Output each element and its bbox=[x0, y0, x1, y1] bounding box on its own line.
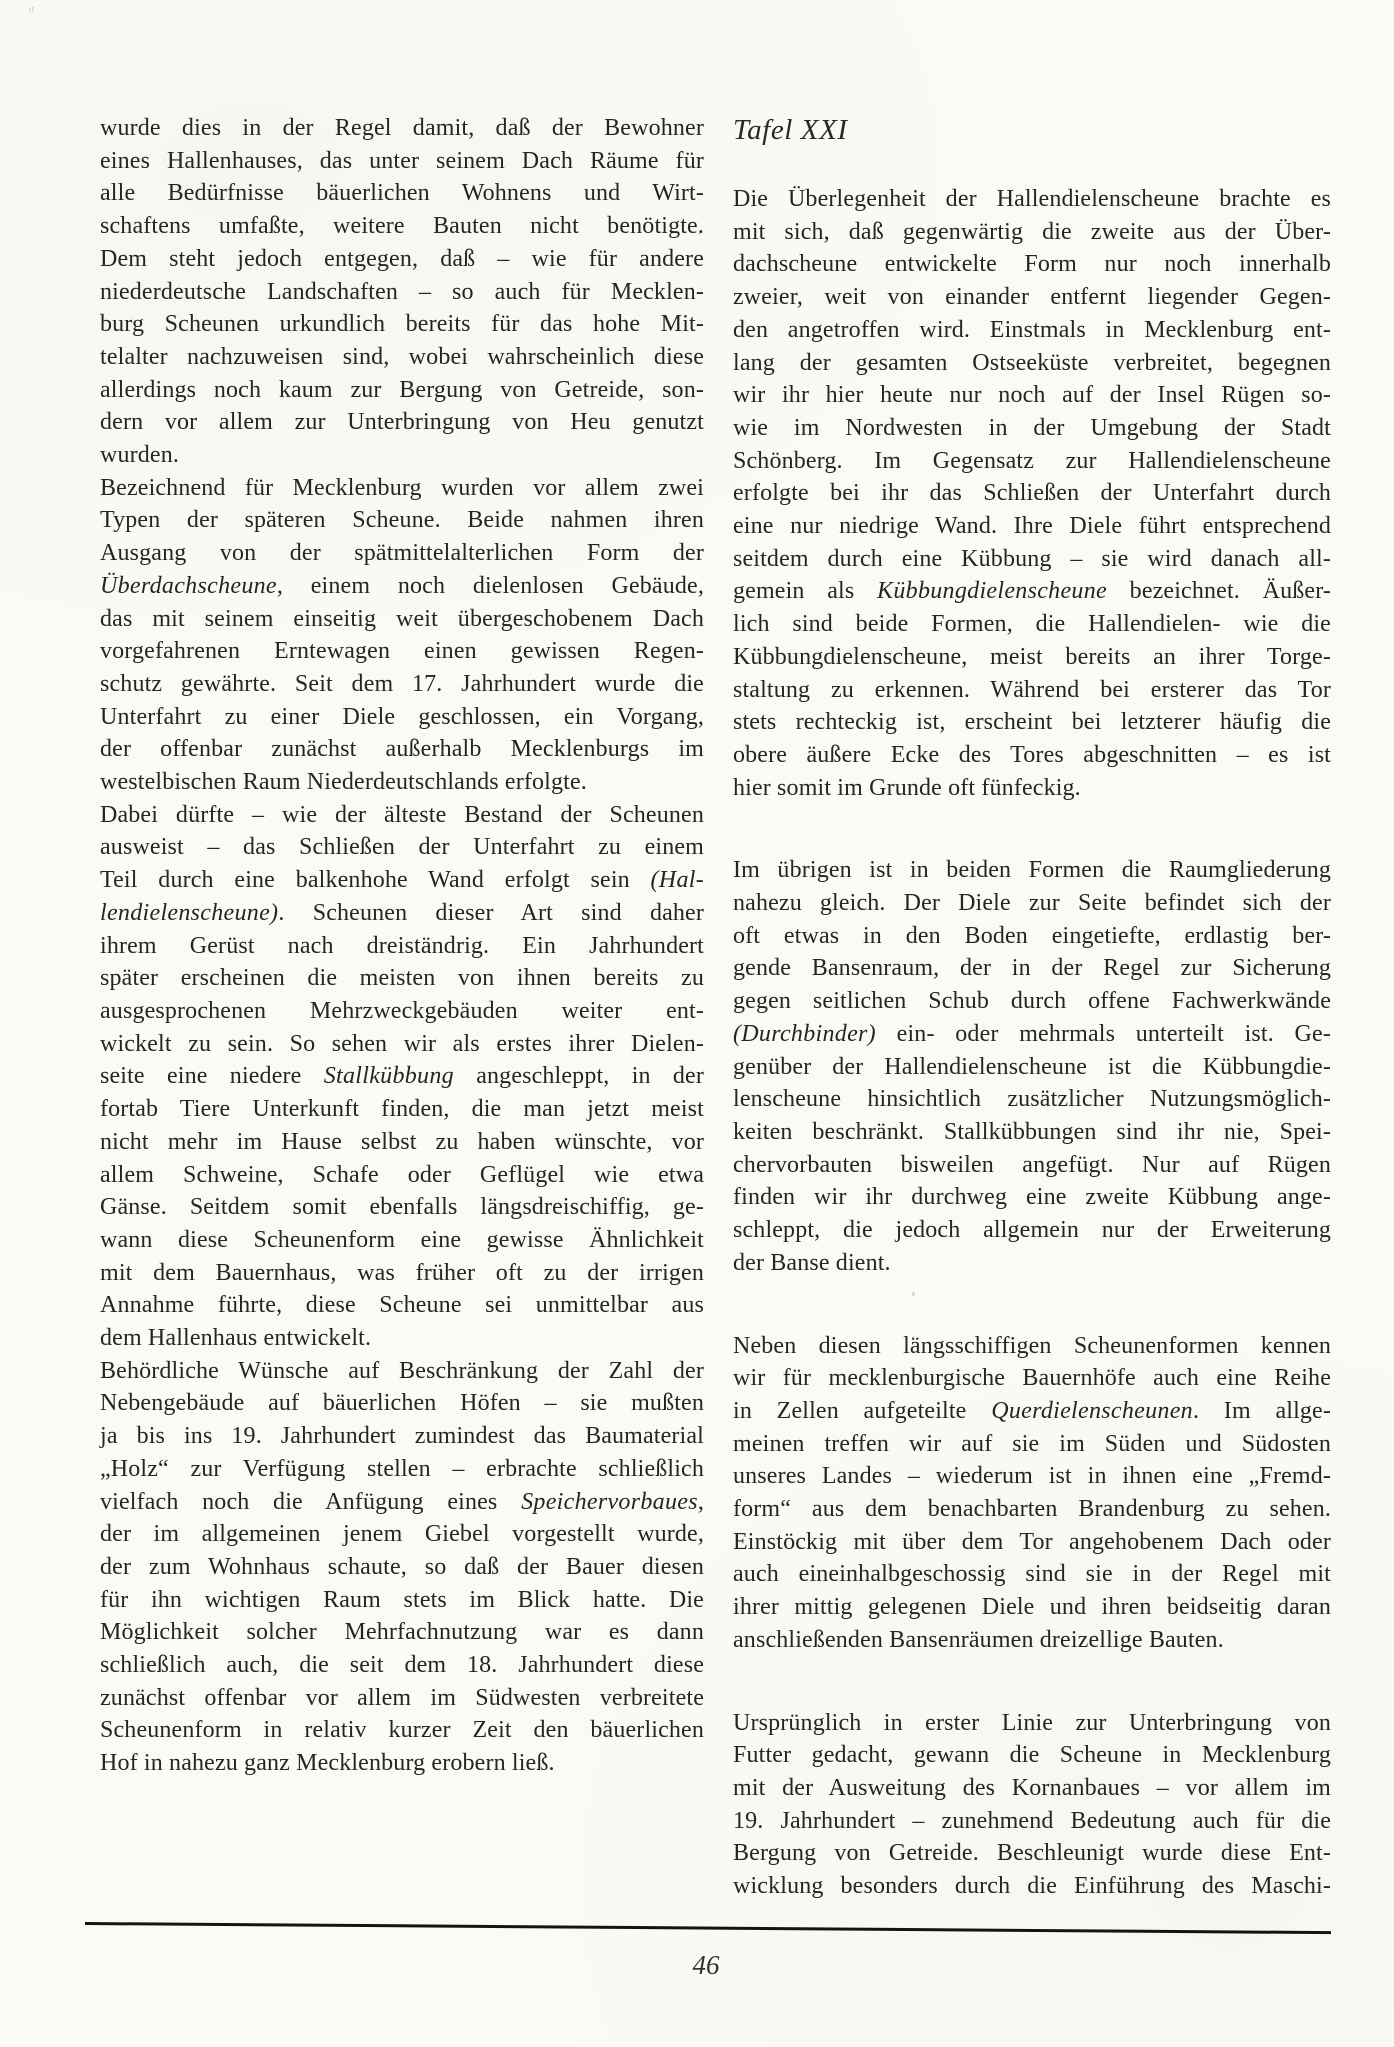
text-line: burg Scheunen urkundlich bereits für das hohe Mit- bbox=[100, 311, 704, 338]
text-line: schleppt, die jedoch allgemein nur der Erweiterung bbox=[733, 1217, 1331, 1244]
page-number: 46 bbox=[692, 1950, 720, 1980]
text-line: der zum Wohnhaus schaute, so daß der Bauer diesen bbox=[100, 1553, 704, 1580]
text-column-right-body bbox=[733, 183, 1331, 1903]
text-line: Ausgang von der spätmittelalterlichen Form der bbox=[100, 540, 704, 567]
text-line: lich sind beide Formen, die Hallendielen- wie die bbox=[733, 611, 1331, 638]
text-line: Möglichkeit solcher Mehrfachnutzung war es dann bbox=[100, 1619, 704, 1646]
text-line: genüber der Hallendielenscheune ist die Kübbungdie- bbox=[733, 1053, 1331, 1080]
text-line: das mit seinem einseitig weit übergeschobenem Dach bbox=[100, 605, 704, 632]
italic-term: lendielenscheune) bbox=[100, 899, 279, 926]
paragraph bbox=[733, 1330, 1331, 1657]
text-line: vorgefahrenen Erntewagen einen gewissen Regen- bbox=[100, 638, 704, 665]
text-line: fortab Tiere Unterkunft finden, die man jetzt meist bbox=[100, 1096, 704, 1123]
text-line: Dem steht jedoch entgegen, daß – wie für andere bbox=[100, 245, 704, 272]
text-line: keiten beschränkt. Stallkübbungen sind ihr nie, Spei- bbox=[733, 1118, 1331, 1145]
paragraph bbox=[733, 854, 1331, 1279]
text-line: mit dem Bauernhaus, was früher oft zu der irrigen bbox=[100, 1259, 704, 1286]
plate-heading: Tafel XXI bbox=[733, 114, 848, 146]
text-line: Kübbungdielenscheune, meist bereits an ihrer Torge- bbox=[733, 643, 1331, 670]
text-line: Bezeichnend für Mecklenburg wurden vor allem zwei bbox=[100, 474, 704, 501]
text-line: wicklung besonders durch die Einführung des Maschi- bbox=[733, 1873, 1331, 1900]
text-line: Bergung von Getreide. Beschleunigt wurde diese Ent- bbox=[733, 1840, 1331, 1867]
text-line: Futter gedacht, gewann die Scheune in Mecklenburg bbox=[733, 1742, 1331, 1769]
italic-term: Stallkübbung bbox=[323, 1063, 454, 1090]
text-line: westelbischen Raum Niederdeutschlands erfolgte. bbox=[100, 769, 587, 796]
text-line: zunächst offenbar vor allem im Südwesten verbreitete bbox=[100, 1684, 704, 1711]
text-line: zweier, weit von einander entfernt liegender Gegen- bbox=[733, 284, 1331, 311]
text-line: anschließenden Bansenräumen dreizellige Bauten. bbox=[733, 1626, 1224, 1653]
text-line: ja bis ins 19. Jahrhundert zumindest das Baumaterial bbox=[100, 1423, 704, 1450]
scan-artifact-mark: 〃 bbox=[25, 3, 39, 18]
text-line: Überdachscheune, einem noch dielenlosen Gebäude, bbox=[100, 572, 704, 599]
text-line: Unterfahrt zu einer Diele geschlossen, ein Vorgang, bbox=[100, 703, 704, 730]
text-line: telalter nachzuweisen sind, wobei wahrscheinlich diese bbox=[100, 343, 704, 370]
text-line: den angetroffen wird. Einstmals in Mecklenburg ent- bbox=[733, 316, 1331, 343]
text-line: chervorbauten bisweilen angefügt. Nur auf Rügen bbox=[733, 1151, 1331, 1178]
text-line: lendielenscheune). Scheunen dieser Art sind daher bbox=[100, 899, 704, 926]
text-line: Schönberg. Im Gegensatz zur Hallendielenscheune bbox=[733, 447, 1331, 474]
text-line: stets rechteckig ist, erscheint bei letzterer häufig die bbox=[733, 709, 1331, 736]
text-line: nahezu gleich. Der Diele zur Seite befindet sich der bbox=[733, 890, 1331, 917]
text-line: Neben diesen längsschiffigen Scheunenformen kennen bbox=[733, 1332, 1331, 1359]
text-line: ihrem Gerüst nach dreiständrig. Ein Jahrhundert bbox=[100, 932, 704, 959]
text-line: wir ihr hier heute nur noch auf der Insel Rügen so- bbox=[733, 382, 1331, 409]
text-line: ausweist – das Schließen der Unterfahrt zu einem bbox=[100, 834, 704, 861]
text-line: nicht mehr im Hause selbst zu haben wünschte, vor bbox=[100, 1128, 704, 1155]
text-line: Teil durch eine balkenhohe Wand erfolgt sein (Hal- bbox=[100, 867, 704, 894]
text-line: Typen der späteren Scheune. Beide nahmen ihren bbox=[100, 507, 704, 534]
text-line: allerdings noch kaum zur Bergung von Getreide, son- bbox=[100, 376, 704, 403]
text-line: in Zellen aufgeteilte Querdielenscheunen. Im allge- bbox=[733, 1397, 1331, 1424]
text-line: auch eineinhalbgeschossig sind sie in der Regel mit bbox=[733, 1561, 1331, 1588]
text-line: mit der Ausweitung des Kornanbaues – vor allem im bbox=[733, 1774, 1331, 1801]
text-line: dem Hallenhaus entwickelt. bbox=[100, 1325, 372, 1352]
text-line: Nebengebäude auf bäuerlichen Höfen – sie mußten bbox=[100, 1390, 704, 1417]
text-line: hier somit im Grunde oft fünfeckig. bbox=[733, 774, 1081, 801]
text-line: vielfach noch die Anfügung eines Speichervorbaues, bbox=[100, 1488, 704, 1515]
text-line: der offenbar zunächst außerhalb Mecklenburgs im bbox=[100, 736, 704, 763]
text-line: später erscheinen die meisten von ihnen bereits zu bbox=[100, 965, 704, 992]
text-line: ihrer mittig gelegenen Diele und ihren beidseitig daran bbox=[733, 1594, 1331, 1621]
text-line: meinen treffen wir auf sie im Süden und Südosten bbox=[733, 1430, 1331, 1457]
text-line: Annahme führte, diese Scheune sei unmittelbar aus bbox=[100, 1292, 704, 1319]
text-line: Ursprünglich in erster Linie zur Unterbringung von bbox=[733, 1709, 1331, 1736]
text-line: gegen seitlichen Schub durch offene Fachwerkwände bbox=[733, 988, 1331, 1015]
text-line: unseres Landes – wiederum ist in ihnen eine „Fremd- bbox=[733, 1463, 1331, 1490]
italic-term: Überdachscheune bbox=[100, 572, 277, 599]
text-line: gende Bansenraum, der in der Regel zur Sicherung bbox=[733, 955, 1331, 982]
text-line: lang der gesamten Ostseeküste verbreitet, begegnen bbox=[733, 349, 1331, 376]
text-line: Im übrigen ist in beiden Formen die Raumgliederung bbox=[733, 857, 1331, 884]
text-line: schließlich auch, die seit dem 18. Jahrhundert diese bbox=[100, 1652, 704, 1679]
text-line: (Durchbinder) ein- oder mehrmals unterteilt ist. Ge- bbox=[733, 1020, 1331, 1047]
text-line: eines Hallenhauses, das unter seinem Dach Räume für bbox=[100, 147, 704, 174]
italic-term: (Durchbinder) bbox=[733, 1020, 876, 1047]
text-line: für ihn wichtigen Raum stets im Blick hatte. Die bbox=[100, 1586, 704, 1613]
text-line: form“ aus dem benachbarten Brandenburg zu sehen. bbox=[733, 1496, 1331, 1523]
paragraph bbox=[733, 1707, 1331, 1903]
text-column-left bbox=[100, 112, 704, 1780]
paragraph bbox=[100, 799, 704, 1355]
text-line: Dabei dürfte – wie der älteste Bestand der Scheunen bbox=[100, 801, 704, 828]
text-line: eine nur niedrige Wand. Ihre Diele führt entsprechend bbox=[733, 513, 1331, 540]
text-line: wickelt zu sein. So sehen wir als erstes ihrer Dielen- bbox=[100, 1030, 704, 1057]
text-line: obere äußere Ecke des Tores abgeschnitten – es ist bbox=[733, 741, 1331, 768]
text-line: finden wir ihr durchweg eine zweite Kübbung ange- bbox=[733, 1184, 1331, 1211]
text-line: staltung zu erkennen. Während bei ersterer das Tor bbox=[733, 676, 1331, 703]
text-line: niederdeutsche Landschaften – so auch für Mecklen- bbox=[100, 278, 704, 305]
italic-term: Speichervorbaues bbox=[521, 1488, 698, 1515]
text-line: gemein als Kübbungdielenscheune bezeichnet. Äußer- bbox=[733, 578, 1331, 605]
text-line: Behördliche Wünsche auf Beschränkung der Zahl der bbox=[100, 1357, 704, 1384]
text-line: „Holz“ zur Verfügung stellen – erbrachte schließlich bbox=[100, 1455, 704, 1482]
text-line: alle Bedürfnisse bäuerlichen Wohnens und Wirt- bbox=[100, 180, 704, 207]
text-line: seitdem durch eine Kübbung – sie wird danach all- bbox=[733, 545, 1331, 572]
italic-term: Kübbungdielenscheune bbox=[877, 578, 1107, 605]
text-line: wie im Nordwesten in der Umgebung der Stadt bbox=[733, 414, 1331, 441]
text-line: mit sich, daß gegenwärtig die zweite aus der Über- bbox=[733, 218, 1331, 245]
text-line: oft etwas in den Boden eingetiefte, erdlastig ber- bbox=[733, 922, 1331, 949]
text-line: erfolgte bei ihr das Schließen der Unterfahrt durch bbox=[733, 480, 1331, 507]
text-line: wurde dies in der Regel damit, daß der Bewohner bbox=[100, 115, 704, 141]
text-line: wann diese Scheunenform eine gewisse Ähnlichkeit bbox=[100, 1226, 704, 1253]
paragraph bbox=[100, 472, 704, 799]
text-line: wir für mecklenburgische Bauernhöfe auch eine Reihe bbox=[733, 1365, 1331, 1392]
text-line: allem Schweine, Schafe oder Geflügel wie etwa bbox=[100, 1161, 704, 1188]
text-line: 19. Jahrhundert – zunehmend Bedeutung auch für die bbox=[733, 1807, 1331, 1834]
text-line: der im allgemeinen jenem Giebel vorgestellt wurde, bbox=[100, 1521, 704, 1548]
text-line: seite eine niedere Stallkübbung angeschleppt, in der bbox=[100, 1063, 704, 1090]
paragraph bbox=[100, 1355, 704, 1780]
text-line: Die Überlegenheit der Hallendielenscheune brachte es bbox=[733, 186, 1331, 212]
text-line: Scheunenform in relativ kurzer Zeit den bäuerlichen bbox=[100, 1717, 704, 1744]
text-line: dern vor allem zur Unterbringung von Heu genutzt bbox=[100, 409, 704, 436]
italic-term: (Hal- bbox=[650, 867, 704, 894]
text-line: Gänse. Seitdem somit ebenfalls längsdreischiffig, ge- bbox=[100, 1194, 704, 1221]
text-line: lenscheune hinsichtlich zusätzlicher Nutzungsmöglich- bbox=[733, 1086, 1331, 1113]
text-line: Hof in nahezu ganz Mecklenburg erobern ließ. bbox=[100, 1750, 555, 1777]
paragraph bbox=[100, 112, 704, 472]
paragraph bbox=[733, 183, 1331, 804]
text-line: wurden. bbox=[100, 442, 180, 469]
text-line: dachscheune entwickelte Form nur noch innerhalb bbox=[733, 251, 1331, 278]
text-line: Einstöckig mit über dem Tor angehobenem Dach oder bbox=[733, 1528, 1331, 1555]
text-line: schutz gewährte. Seit dem 17. Jahrhundert wurde die bbox=[100, 670, 704, 697]
text-line: der Banse dient. bbox=[733, 1249, 891, 1276]
text-column-right bbox=[733, 114, 1331, 1953]
italic-term: Querdielenscheunen bbox=[991, 1397, 1193, 1424]
text-line: schaftens umfaßte, weitere Bauten nicht benötigte. bbox=[100, 213, 704, 240]
text-line: ausgesprochenen Mehrzweckgebäuden weiter ent- bbox=[100, 997, 704, 1024]
